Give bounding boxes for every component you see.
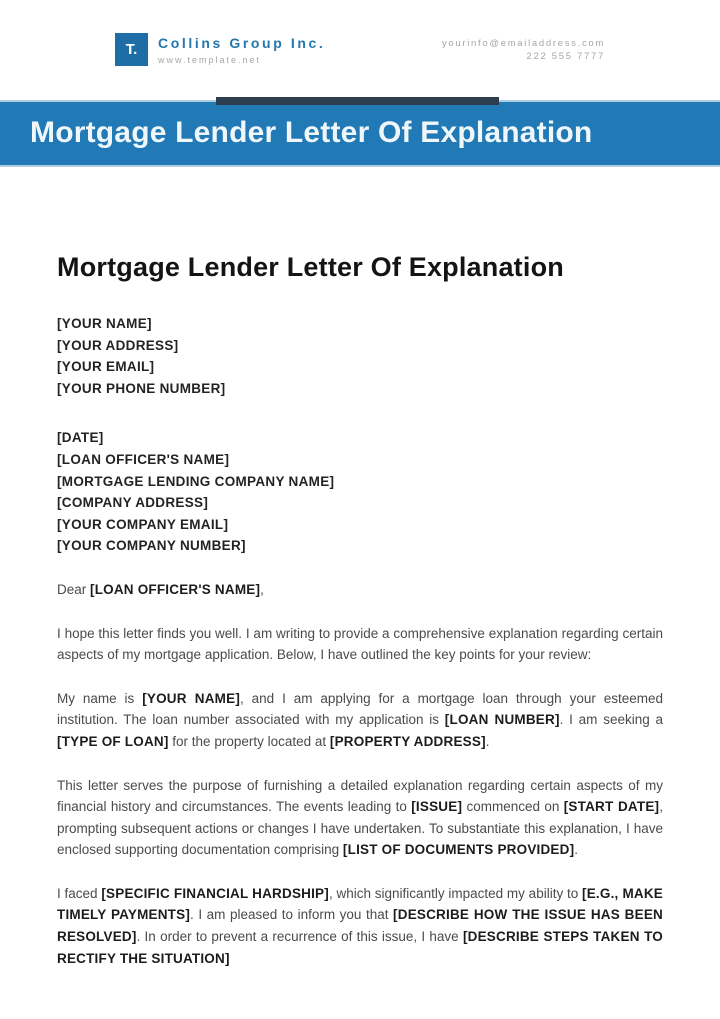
letter-text: My name is bbox=[57, 690, 143, 706]
address-line: [YOUR NAME] bbox=[57, 316, 152, 331]
document-title: Mortgage Lender Letter Of Explanation bbox=[57, 252, 564, 282]
letter-text: , and I am applying for a mortgage loan through your esteemed institution. The loan number associated with my application is bbox=[57, 690, 664, 728]
placeholder-field: [YOUR NAME] bbox=[142, 690, 241, 706]
address-line: [MORTGAGE LENDING COMPANY NAME] bbox=[57, 473, 335, 489]
address-line: [DATE] bbox=[57, 430, 104, 446]
placeholder-field: [LOAN OFFICER'S NAME] bbox=[90, 581, 261, 597]
address-line: [LOAN OFFICER'S NAME] bbox=[57, 451, 230, 467]
address-line: [COMPANY ADDRESS] bbox=[57, 495, 209, 511]
letter-text: I faced bbox=[57, 885, 102, 901]
letter-text: This letter serves the purpose of furnishing a detailed explanation regarding certain aspects of my financial history and circumstances. The events leading to bbox=[57, 777, 663, 815]
paragraph-purpose bbox=[57, 775, 663, 861]
paragraph-hardship bbox=[57, 883, 663, 969]
contact-phone: 222 555 7777 bbox=[526, 50, 605, 62]
placeholder-field: [SPECIFIC FINANCIAL HARDSHIP] bbox=[101, 885, 329, 901]
sender-address-block bbox=[57, 313, 663, 399]
contact-email: yourinfo@emailaddress.com bbox=[441, 38, 605, 49]
banner-title: Mortgage Lender Letter Of Explanation bbox=[30, 116, 593, 149]
letter-text: I hope this letter finds you well. I am writing to provide a comprehensive explanation regarding certain aspects of my mortgage application. Below, I have outlined the key points for your review: bbox=[57, 625, 663, 663]
placeholder-field: [E.G., MAKE TIMELY PAYMENTS] bbox=[57, 885, 664, 923]
letter-text: for the property located at bbox=[168, 733, 330, 749]
paragraph-applicant-info bbox=[57, 688, 663, 753]
letter-text: commenced on bbox=[462, 799, 564, 815]
placeholder-field: [ISSUE] bbox=[411, 799, 463, 815]
title-banner bbox=[0, 100, 720, 167]
website-url: www.template.net bbox=[158, 55, 262, 65]
placeholder-field: [TYPE OF LOAN] bbox=[57, 733, 169, 749]
letter-text: . I am pleased to inform you that bbox=[190, 907, 394, 923]
letter-text: . bbox=[574, 842, 579, 858]
company-logo-icon bbox=[115, 33, 148, 66]
letter-text: . bbox=[485, 733, 490, 749]
placeholder-field: [LOAN NUMBER] bbox=[444, 712, 560, 728]
banner-accent-bar bbox=[216, 97, 499, 105]
placeholder-field: [START DATE] bbox=[563, 799, 660, 815]
letter-body bbox=[0, 251, 720, 969]
logo-letter: T. bbox=[125, 41, 138, 58]
letterhead bbox=[0, 0, 720, 100]
address-line: [YOUR COMPANY NUMBER] bbox=[57, 538, 246, 554]
placeholder-field: [DESCRIBE STEPS TAKEN TO RECTIFY THE SITUATION] bbox=[57, 929, 663, 966]
address-line: [YOUR PHONE NUMBER] bbox=[57, 380, 226, 396]
company-name: Collins Group Inc. bbox=[158, 35, 326, 51]
letter-text: Dear bbox=[57, 581, 91, 597]
letter-text: . In order to prevent a recurrence of this issue, I have bbox=[136, 929, 463, 945]
address-line: [YOUR ADDRESS] bbox=[57, 337, 179, 353]
placeholder-field: [PROPERTY ADDRESS] bbox=[329, 733, 486, 749]
letter-text: . I am seeking a bbox=[559, 712, 663, 728]
address-line: [YOUR EMAIL] bbox=[57, 359, 155, 375]
recipient-address-block bbox=[57, 427, 663, 557]
placeholder-field: [LIST OF DOCUMENTS PROVIDED] bbox=[342, 842, 575, 858]
letter-text: , which significantly impacted my ability to bbox=[328, 885, 583, 901]
salutation bbox=[57, 579, 663, 601]
letter-text: , bbox=[260, 581, 264, 597]
contact-info bbox=[442, 38, 605, 63]
brand-text bbox=[158, 35, 325, 65]
address-line: [YOUR COMPANY EMAIL] bbox=[57, 516, 229, 532]
placeholder-field: [DESCRIBE HOW THE ISSUE HAS BEEN RESOLVED] bbox=[57, 907, 663, 945]
paragraph-intro bbox=[57, 623, 663, 666]
letter-text: , prompting subsequent actions or changes I have undertaken. To substantiate this explanation, I have enclosed supporting documentation comprising bbox=[57, 799, 663, 858]
